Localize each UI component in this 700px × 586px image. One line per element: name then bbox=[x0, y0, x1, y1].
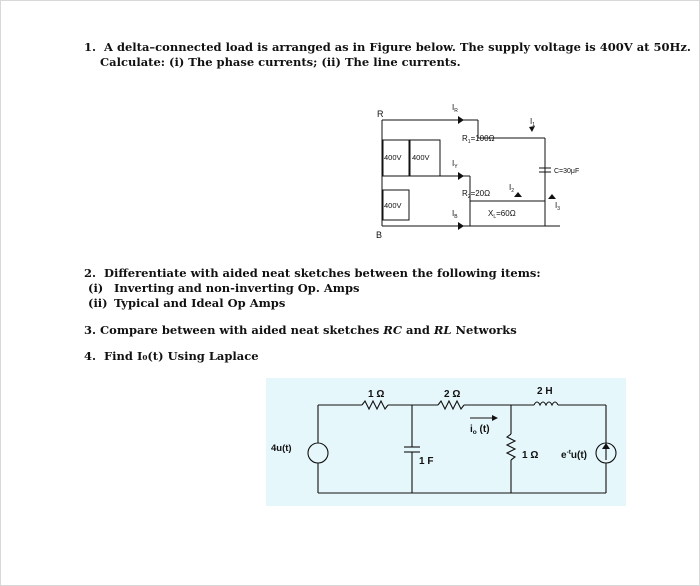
question-3-number: 3. bbox=[84, 323, 97, 337]
laplace-circuit-figure bbox=[266, 378, 626, 508]
question-2-item-2: (ii) Typical and Ideal Op Amps bbox=[88, 296, 286, 310]
resistor-r1-label: $R_1=100\Omega$ bbox=[462, 134, 495, 145]
current-iy: $I_Y$ bbox=[452, 159, 458, 170]
source-voltage-1: 400V bbox=[384, 153, 402, 162]
question-4-number: 4. bbox=[84, 349, 97, 363]
resistor-vertical-label: 1 Ω bbox=[522, 450, 539, 461]
label-b: B bbox=[376, 230, 383, 240]
arrow-i3-icon bbox=[548, 194, 556, 199]
arrow-i2-icon bbox=[514, 192, 522, 197]
current-io-label: $i_o$ (t) bbox=[470, 424, 490, 436]
resistor-2ohm-label: 2 Ω bbox=[444, 389, 461, 400]
current-ib: $I_B$ bbox=[452, 209, 458, 220]
current-i3: $I_3$ bbox=[555, 201, 561, 212]
current-i2: $I_2$ bbox=[509, 183, 515, 194]
source-left-label: 4u(t) bbox=[271, 443, 292, 454]
question-2-number: 2. bbox=[84, 266, 97, 280]
arrow-ir-icon bbox=[458, 116, 464, 124]
resistor-1ohm-label: 1 Ω bbox=[368, 389, 385, 400]
question-2-item-1: (i) Inverting and non-inverting Op. Amps bbox=[88, 281, 360, 295]
question-1-number: 1. bbox=[84, 40, 97, 54]
source-right-label: $e^{-t}u(t)$ bbox=[561, 449, 588, 461]
question-2-text: Differentiate with aided neat sketches between the following items: bbox=[104, 266, 541, 280]
question-4 bbox=[84, 349, 259, 364]
capacitor-label: 1 F bbox=[419, 456, 434, 467]
resistor-r2-label: $R_2=20\Omega$ bbox=[462, 189, 491, 200]
question-1-line1: A delta–connected load is arranged as in Figure below. The supply voltage is 400V at 50Hz. bbox=[104, 40, 691, 54]
arrow-iy-icon bbox=[458, 172, 464, 180]
source-voltage-3: 400V bbox=[384, 201, 402, 210]
question-1-line2: Calculate: (i) The phase currents; (ii) The line currents. bbox=[100, 55, 461, 69]
label-r: R bbox=[377, 109, 384, 119]
question-1 bbox=[84, 40, 691, 55]
source-voltage-2: 400V bbox=[412, 153, 430, 162]
capacitor-label: C=30μF bbox=[554, 168, 580, 175]
current-i1: $I_1$ bbox=[530, 117, 536, 128]
question-4-text: Find I₀(t) Using Laplace bbox=[104, 349, 259, 363]
reactance-xl-label: $X_L=60\Omega$ bbox=[488, 209, 516, 220]
delta-circuit-figure bbox=[372, 100, 580, 240]
question-3: 3. Compare between with aided neat sketches RC and RL Networks bbox=[84, 323, 517, 337]
inductor-label: 2 H bbox=[537, 386, 553, 397]
current-ir: $I_R$ bbox=[452, 103, 458, 114]
question-2 bbox=[84, 266, 541, 281]
arrow-ib-icon bbox=[458, 222, 464, 230]
